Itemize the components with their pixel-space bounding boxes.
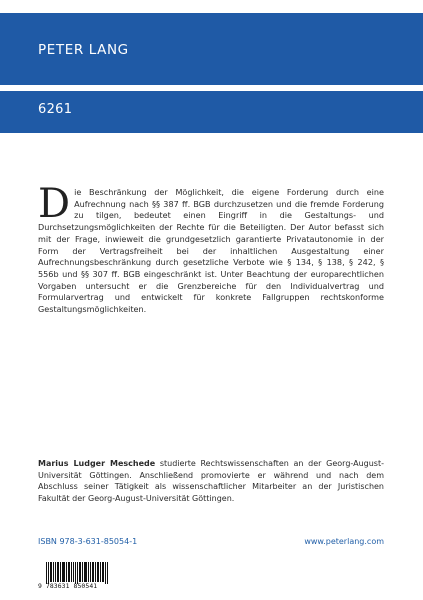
barcode bbox=[38, 562, 108, 590]
website-link[interactable]: www.peterlang.com bbox=[304, 537, 384, 546]
drop-cap: D bbox=[38, 181, 71, 227]
author-bio bbox=[38, 458, 384, 504]
footer-info bbox=[38, 537, 384, 549]
publisher-name: PETER LANG bbox=[38, 42, 129, 58]
description-text: ie Beschränkung der Möglichkeit, die eigene Forderung durch eine Aufrechnung nach §§ 387 ff. BGB durchzusetzen und die fremde Forderung zu tilgen, bedeutet einen Eingriff in die Gestaltungs- und Durchsetzungsmöglichkeiten der Rechte für die Beteiligten. Der Autor befasst sich mit der Frage, inwieweit die grundgesetzlich garantierte Privatautonomie in der Form der Vertragsfreiheit bei der inhaltlichen Ausgestaltung einer Aufrechnungsbeschränkung durch gesetzliche Verbote wie § 134, § 138, § 242, § 556b und §§ 307 ff. BGB eingeschränkt ist. Unter Beachtung der europarechtlichen Vorgaben untersucht er die Grenzbereiche für den Individualvertrag und Formularvertrag und entwickelt für konkrete Fallgruppen rechtskonforme Gestaltungsmöglichkeiten. bbox=[38, 187, 384, 315]
barcode-bars bbox=[46, 562, 108, 584]
book-description bbox=[38, 181, 384, 316]
author-name: Marius Ludger Meschede bbox=[38, 459, 156, 468]
author-bio-text: studierte Rechtswissenschaften an der Georg-August-Universität Göttingen. Anschließend promovierte er während und nach dem Abschluss seiner Tätigkeit als wissenschaftlicher Mitarbeiter an der Juristischen Fakultät der Georg-August-Universität Göttingen. bbox=[38, 459, 384, 503]
barcode-digits: 9 783631 850541 bbox=[38, 582, 98, 590]
series-number: 6261 bbox=[38, 102, 73, 117]
isbn-number: ISBN 978-3-631-85054-1 bbox=[38, 537, 138, 546]
